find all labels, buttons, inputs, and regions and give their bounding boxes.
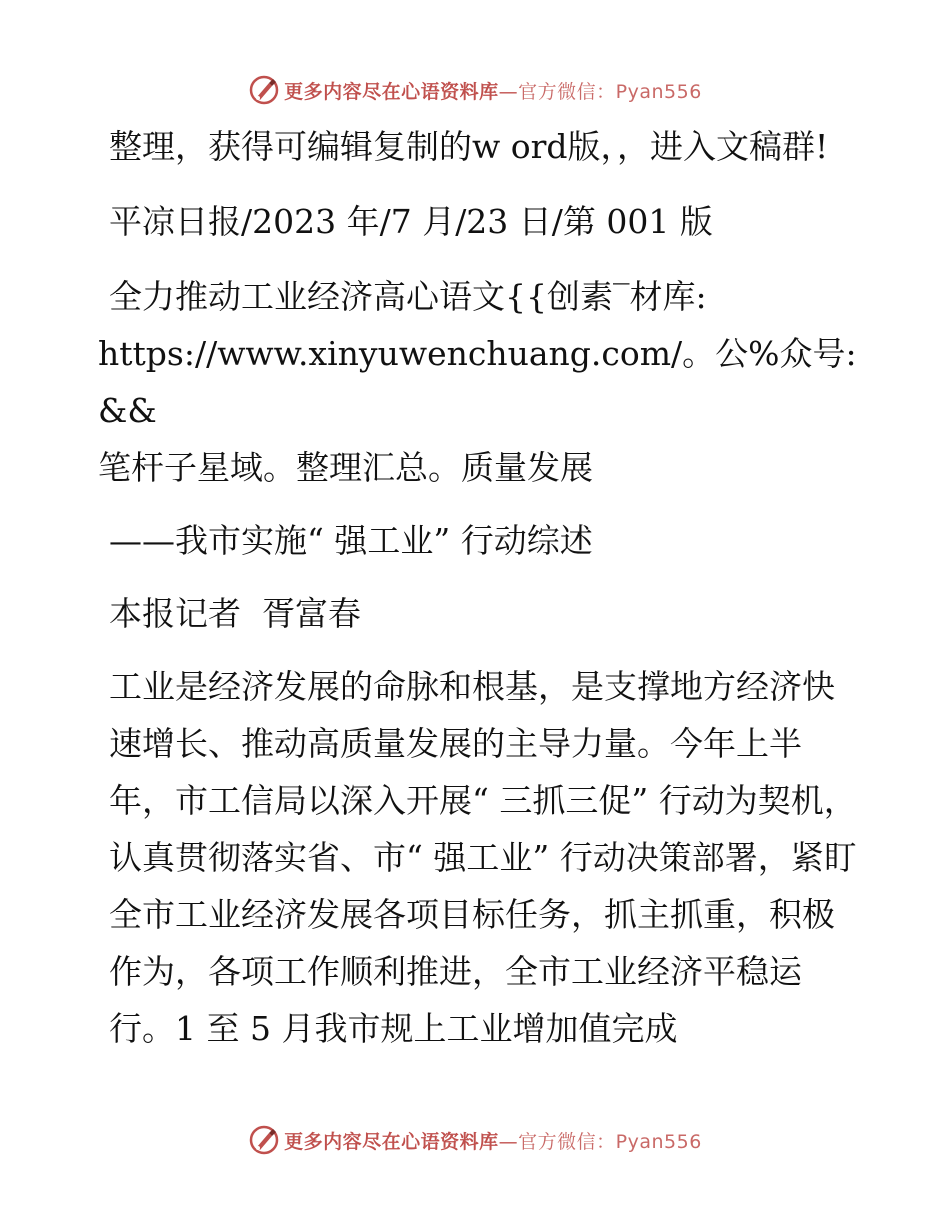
watermark-banner-top	[0, 70, 950, 110]
pen-logo-icon	[248, 1124, 280, 1156]
pen-logo-icon	[248, 74, 280, 106]
headline-line-2: https://www.xinyuwenchuang.com/。公%众号: &&	[98, 334, 868, 430]
article-body	[98, 118, 868, 1057]
headline-line-1: 全力推动工业经济高心语文{{创素‾材库:	[109, 277, 707, 316]
publication-line: 平凉日报/2023 年/7 月/23 日/第 001 版	[109, 202, 713, 241]
subtitle: ——我市实施“ 强工业” 行动综述	[109, 521, 593, 560]
byline: 本报记者 胥富春	[109, 594, 361, 633]
watermark-text: 更多内容尽在心语资料库—官方微信：Pyan556	[284, 80, 702, 103]
watermark-banner-bottom	[0, 1120, 950, 1160]
intro-paragraph: 整理，获得可编辑复制的w ord版，，进入文稿群!	[109, 127, 829, 166]
body-paragraph: 工业是经济发展的命脉和根基，是支撑地方经济快速增长、推动高质量发展的主导力量。今年上半年，市工信局以深入开展“ 三抓三促” 行动为契机，认真贯彻落实省、市“ 强工业” 行动决策部署，紧盯全市工业经济发展各项目标任务，抓主抓重，积极作为，各项工作顺利推进，全市工业经济平稳运行。1 至 5 月我市规上工业增加值完成	[109, 667, 857, 1048]
headline-line-3: 笔杆子星域。整理汇总。质量发展	[98, 448, 593, 487]
watermark-text: 更多内容尽在心语资料库—官方微信：Pyan556	[284, 1130, 702, 1153]
